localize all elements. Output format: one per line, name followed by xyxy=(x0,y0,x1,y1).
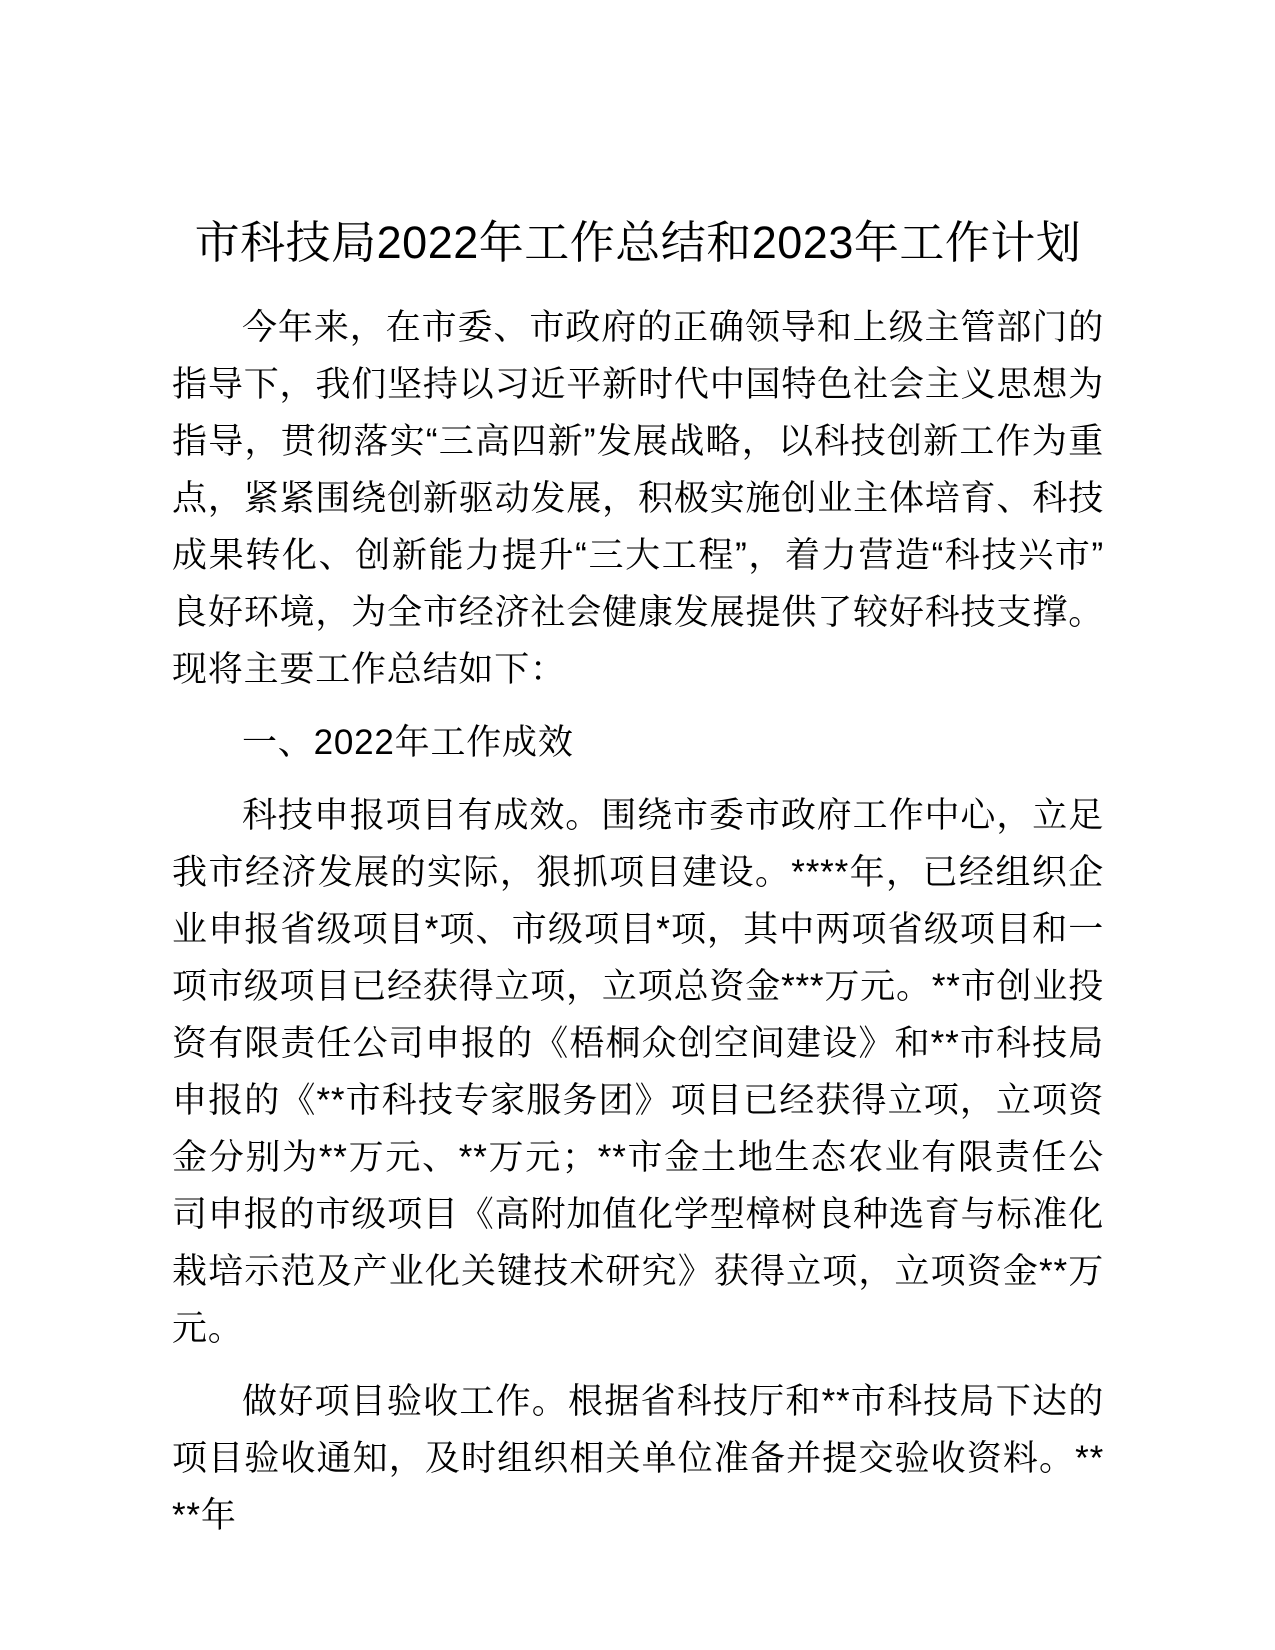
intro-paragraph: 今年来，在市委、市政府的正确领导和上级主管部门的指导下，我们坚持以习近平新时代中国特色社会主义思想为指导，贯彻落实“三高四新”发展战略，以科技创新工作为重点，紧紧围绕创新驱动发展，积极实施创业主体培育、科技成果转化、创新能力提升“三大工程”，着力营造“科技兴市”良好环境，为全市经济社会健康发展提供了较好科技支撑。现将主要工作总结如下： xyxy=(172,308,1104,689)
document-content xyxy=(172,0,1104,1544)
section-heading-2022-results: 一、2022年工作成效 xyxy=(242,723,574,762)
document-title: 市科技局2022年工作总结和2023年工作计划 xyxy=(194,217,1082,268)
project-acceptance-paragraph: 做好项目验收工作。根据省科技厅和**市科技局下达的项目验收通知，及时组织相关单位准备并提交验收资料。****年 xyxy=(172,1382,1104,1535)
project-application-paragraph: 科技申报项目有成效。围绕市委市政府工作中心，立足我市经济发展的实际，狠抓项目建设。****年，已经组织企业申报省级项目*项、市级项目*项，其中两项省级项目和一项市级项目已经获得立项，立项总资金***万元。**市创业投资有限责任公司申报的《梧桐众创空间建设》和**市科技局申报的《**市科技专家服务团》项目已经获得立项，立项资金分别为**万元、**万元；**市金土地生态农业有限责任公司申报的市级项目《高附加值化学型樟树良种选育与标准化栽培示范及产业化关键技术研究》获得立项，立项资金**万元。 xyxy=(172,796,1104,1348)
